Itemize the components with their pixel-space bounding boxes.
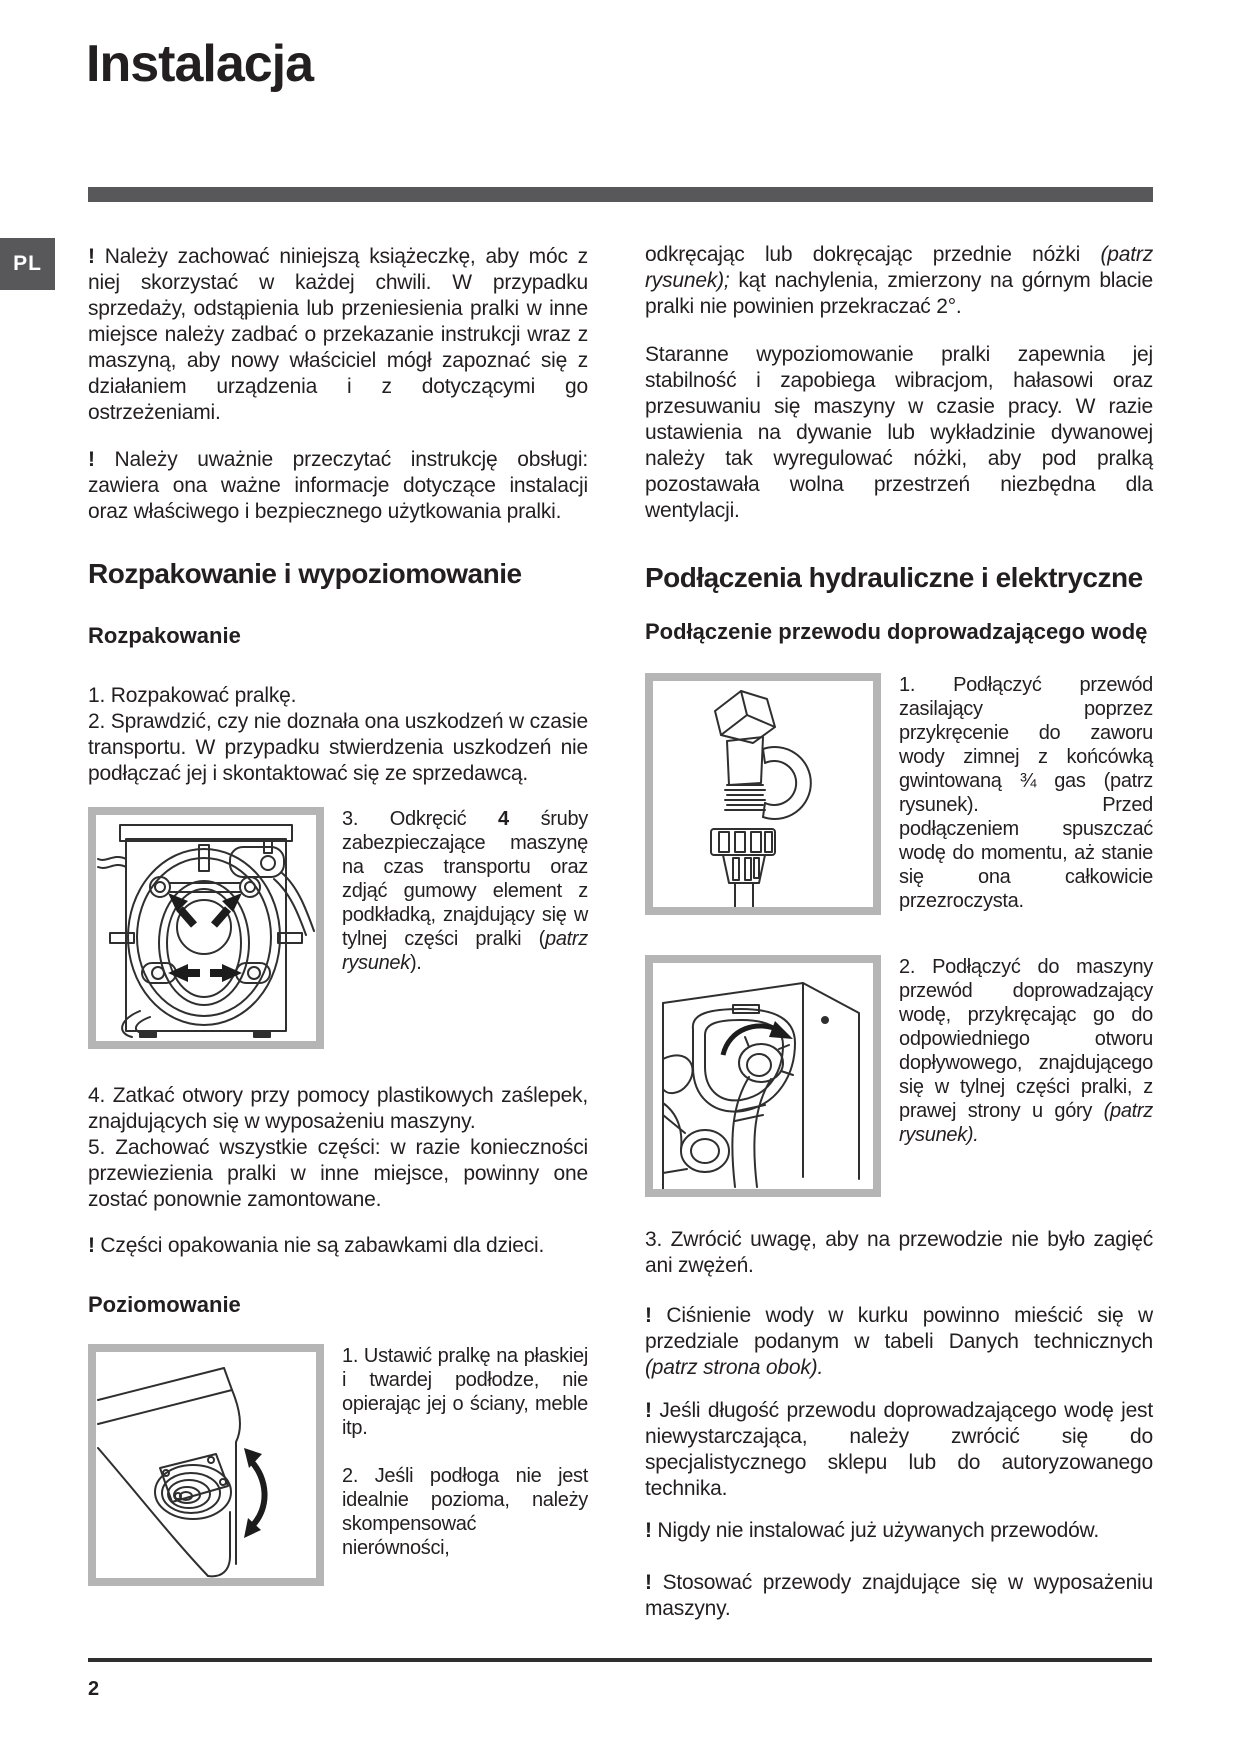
rotate-foot-arrow <box>244 1448 265 1538</box>
levelling-step-2: 2. Jeśli podłoga nie jest idealnie pozioma, należy skompensować nierówności, <box>342 1465 588 1559</box>
right-column <box>645 232 1153 1622</box>
step-1: 1. Rozpakować pralkę. <box>88 684 297 707</box>
water-connection-step-2: 2. Podłączyć do maszyny przewód doprowadzający wodę, przykręcając go do odpowiedniego otworu dopływowego, znajdującego się w tylnej części pralki, z prawej strony u góry (patrz rysunek). <box>899 956 1153 1146</box>
figure-washer-back <box>88 807 324 1049</box>
exclamation-mark: ! <box>645 1304 652 1327</box>
step-5: 5. Zachować wszystkie części: w razie konieczności przewiezienia pralki w inne miejsce, powinny one zostać ponownie zamontowane. <box>88 1136 588 1211</box>
exclamation-mark: ! <box>645 1519 652 1542</box>
warning-use-supplied-hoses: ! Stosować przewody znajdujące się w wyposażeniu maszyny. <box>645 1571 1153 1620</box>
page-number: 2 <box>88 1678 100 1700</box>
warning-packaging-not-toys: ! Części opakowania nie są zabawkami dla dzieci. <box>88 1234 545 1257</box>
exclamation-mark: ! <box>88 448 95 471</box>
exclamation-mark: ! <box>645 1399 652 1422</box>
language-tab: PL <box>0 238 55 290</box>
warning-hose-length: ! Jeśli długość przewodu doprowadzającego wodę jest niewystarczająca, należy zwrócić się do specjalistycznego sklepu lub do autoryzowanego technika. <box>645 1399 1153 1500</box>
levelling-benefits: Staranne wypoziomowanie pralki zapewnia jej stabilność i zapobiega wibracjom, hałasowi oraz przesuwaniu się maszyny w czasie pracy. W razie ustawienia na dywanie lub wykładzinie dywanowej należy tak wyregulować nóżki, aby pod pralką pozostawała wolna przestrzeń niezbędna dla wentylacji. <box>645 343 1153 522</box>
warning-keep-booklet: ! Należy zachować niniejszą książeczkę, aby móc z niej skorzystać w każdej chwili. W przypadku sprzedaży, odstąpienia lub przeniesienia pralki w inne miejsce należy zadbać o przekazanie instrukcji wraz z maszyną, aby nowy właściciel mógł zapoznać się z działaniem urządzenia i z dotyczącymi go ostrzeżeniami. <box>88 245 588 424</box>
step-3: 3. Odkręcić 4 śruby zabezpieczające maszynę na czas transportu oraz zdjąć gumowy element z podkładką, znajdujący się w tylnej części pralki (patrz rysunek). <box>342 808 588 974</box>
subheading-levelling: Poziomowanie <box>88 1292 241 1317</box>
step-4: 4. Zatkać otwory przy pomocy plastikowych zaślepek, znajdujących się w wyposażeniu maszyny. <box>88 1084 588 1133</box>
adjustable-foot-illustration <box>96 1352 316 1578</box>
left-column <box>88 232 588 1586</box>
figure-row-transport-screws <box>88 807 588 1049</box>
figure-row-inlet-hose <box>645 955 1153 1197</box>
water-connection-step-3: 3. Zwrócić uwagę, aby na przewodzie nie było zagięć ani zwężeń. <box>645 1228 1153 1277</box>
warning-water-pressure: ! Ciśnienie wody w kurku powinno mieścić się w przedziale podanym w tabeli Danych technicznych (patrz strona obok). <box>645 1304 1153 1379</box>
exclamation-mark: ! <box>88 245 95 268</box>
page-title: Instalacja <box>86 35 314 93</box>
figure-water-tap <box>645 673 881 915</box>
exclamation-mark: ! <box>88 1234 95 1257</box>
figure-adjustable-foot <box>88 1344 324 1586</box>
exclamation-mark: ! <box>645 1571 652 1594</box>
figure-row-water-tap <box>645 673 1153 915</box>
footer-divider <box>88 1658 1152 1662</box>
section-heading-connections: Podłączenia hydrauliczne i elektryczne <box>645 562 1143 593</box>
step-2: 2. Sprawdzić, czy nie doznała ona uszkodzeń w czasie transportu. W przypadku stwierdzenia uszkodzeń nie podłączać jej i skontaktować się ze sprzedawcą. <box>88 710 588 785</box>
section-heading-unpacking-levelling: Rozpakowanie i wypoziomowanie <box>88 558 522 589</box>
unpacking-steps <box>88 683 588 787</box>
levelling-step-1: 1. Ustawić pralkę na płaskiej i twardej podłodze, nie opierając jej o ściany, meble itp. <box>342 1345 588 1439</box>
figure-row-levelling-foot <box>88 1344 588 1586</box>
water-tap-illustration <box>653 681 873 907</box>
subheading-unpacking: Rozpakowanie <box>88 623 241 648</box>
washer-back-illustration <box>96 815 316 1041</box>
warning-no-used-hoses: ! Nigdy nie instalować już używanych przewodów. <box>645 1519 1099 1542</box>
water-connection-step-1: 1. Podłączyć przewód zasilający poprzez przykręcenie do zaworu wody zimnej z końcówką gwintowaną ¾ gas (patrz rysunek). Przed podłączeniem spuszczać wodę do momentu, aż stanie się ona całkowicie przezroczysta. <box>899 674 1153 912</box>
levelling-steps <box>342 1344 588 1560</box>
unpacking-steps-4-5 <box>88 1083 588 1213</box>
subheading-water-inlet-hose: Podłączenie przewodu doprowadzającego wodę <box>645 619 1148 644</box>
warning-read-instructions: ! Należy uważnie przeczytać instrukcję obsługi: zawiera ona ważne informacje dotyczące instalacji oraz właściwego i bezpiecznego użytkowania pralki. <box>88 448 588 523</box>
figure-inlet-connection <box>645 955 881 1197</box>
inlet-connection-illustration <box>653 963 873 1189</box>
levelling-continued: odkręcając lub dokręcając przednie nóżki (patrz rysunek); kąt nachylenia, zmierzony na górnym blacie pralki nie powinien przekraczać 2°. <box>645 243 1153 318</box>
title-divider-bar <box>88 187 1153 202</box>
